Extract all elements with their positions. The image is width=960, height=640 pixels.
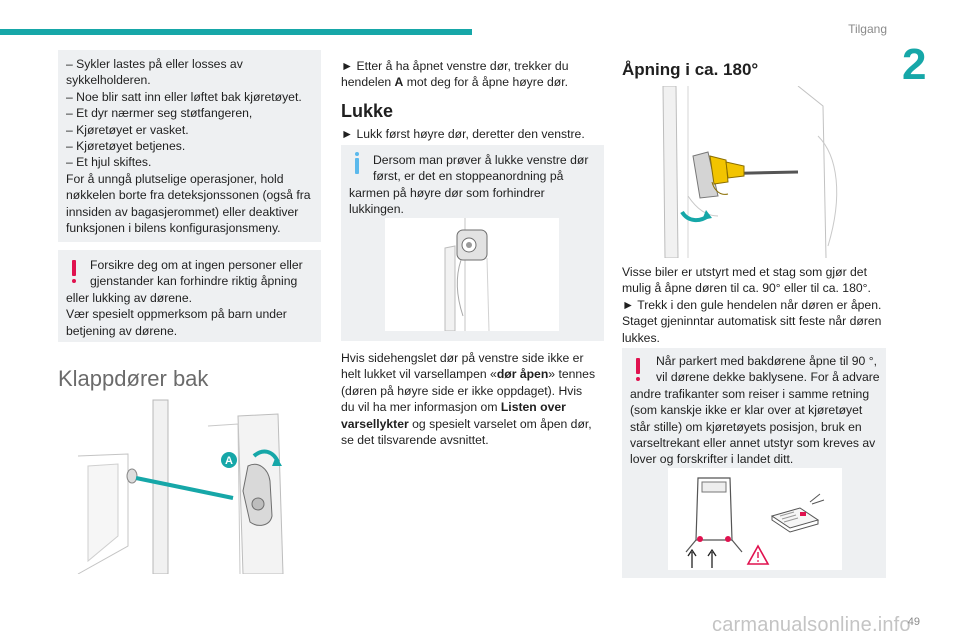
warning-line: varseltrekant eller annet utstyr som kreves av — [630, 436, 876, 451]
section-title: Tilgang — [848, 22, 887, 36]
warning-line: Vær spesielt oppmerksom på barn under — [66, 307, 287, 322]
lever-label: A — [394, 75, 404, 90]
warning-line: (som kanskje ikke er klar over at kjøretøyet — [630, 403, 863, 418]
header-accent-bar — [0, 29, 472, 35]
box-line: nøkkelen borte fra deteksjonssonen (også fra — [66, 188, 311, 203]
paragraph-line: Staget gjeninntar automatisk sitt feste når døren — [622, 314, 882, 329]
parked-van-warning-triangle-illustration — [668, 468, 842, 570]
box-line: – Noe blir satt inn eller løftet bak kjøretøyet. — [66, 89, 302, 104]
door-open-term: dør åpen — [496, 367, 549, 382]
warning-line: betjening av dørene. — [66, 323, 178, 338]
paragraph-line: lukkes. — [622, 330, 660, 345]
page-number: 49 — [907, 616, 920, 628]
figure-label-a: A — [225, 455, 233, 467]
info-line: karmen på høyre dør som forhindrer — [349, 185, 545, 200]
paragraph-line: Visse biler er utstyrt med et stag som gjør det — [622, 265, 867, 279]
section-heading-opening-180: Åpning i ca. 180° — [622, 60, 759, 79]
info-line: Dersom man prøver å lukke venstre dør — [373, 153, 589, 167]
box-line: For å unngå plutselige operasjoner, hold — [66, 171, 284, 186]
warning-box-rear-lights — [622, 348, 886, 578]
paragraph-line: mulig å åpne døren til ca. 90° eller til ca. 180°. — [622, 281, 871, 296]
paragraph-line: varsellykter og spesielt varselet om åpen dør, — [341, 416, 592, 431]
box-line: funksjonen i bilens konfigurasjonsmeny. — [66, 221, 281, 236]
warning-line: Forsikre deg om at ingen personer eller — [90, 258, 303, 272]
close-step: ► Lukk først høyre dør, deretter den venstre. — [341, 127, 585, 141]
box-line: – Kjøretøyet betjenes. — [66, 139, 186, 154]
watermark: carmanualsonline.info — [712, 614, 911, 636]
door-open-warning-paragraph — [341, 350, 604, 448]
box-line: – Sykler lastes på eller losses av — [66, 57, 243, 71]
rear-door-lever-illustration — [58, 396, 308, 574]
warning-lights-link: varsellykter — [341, 416, 409, 431]
chapter-number: 2 — [902, 40, 927, 89]
warning-lights-link: Listen over — [500, 400, 566, 415]
detection-notes-box — [58, 50, 321, 242]
info-line: lukkingen. — [349, 202, 404, 217]
warning-line: andre trafikanter som reiser i samme retning — [630, 386, 870, 401]
info-line: først, er det en stoppeanordning på — [373, 169, 564, 184]
box-line: – Et dyr nærmer seg støtfangeren, — [66, 106, 253, 121]
warning-line: gjenstander kan forhindre riktig åpning — [90, 274, 298, 289]
section-heading-rear-doors: Klappdører bak — [58, 366, 209, 391]
section-heading-close: Lukke — [341, 101, 394, 121]
paragraph-line: se det tilsvarende avsnittet. — [341, 433, 489, 448]
paragraph-line: helt lukket vil varsellampen «dør åpen» tennes — [341, 367, 596, 382]
warning-line: lover og forskrifter i landet ditt. — [630, 452, 794, 467]
box-line: sykkelholderen. — [66, 73, 151, 88]
paragraph-line: du vil ha mer informasjon om Listen over — [341, 400, 566, 415]
door-strap-lever-illustration — [648, 86, 864, 258]
warning-box-children — [58, 250, 321, 342]
warning-line: Når parkert med bakdørene åpne til 90 °, — [656, 354, 877, 368]
instruction-line: ► Etter å ha åpnet venstre dør, trekker du — [341, 59, 569, 73]
box-line: innsiden av bagasjerommet) eller deaktiver — [66, 204, 299, 219]
box-line: – Kjøretøyet er vasket. — [66, 122, 189, 137]
instruction-line: hendelen A mot deg for å åpne høyre dør. — [341, 75, 568, 90]
info-box-closing-order — [341, 145, 604, 341]
opening-180-paragraph — [622, 264, 888, 346]
paragraph-line: Hvis sidehengslet dør på venstre side ikke er — [341, 351, 584, 365]
box-line: – Et hjul skiftes. — [66, 155, 152, 170]
warning-line: vil dørene dekke baklysene. For å advare — [656, 370, 880, 385]
door-stop-illustration — [385, 218, 559, 331]
paragraph-line: (døren på høyre side er ikke oppdaget). Hvis — [341, 383, 583, 398]
warning-line: står stille) om kjøretøyets posisjon, bruk en — [630, 419, 862, 434]
open-right-door-instruction — [341, 58, 604, 91]
paragraph-line: ► Trekk i den gule hendelen når døren er åpen. — [622, 297, 882, 312]
warning-line: eller lukking av dørene. — [66, 290, 192, 305]
